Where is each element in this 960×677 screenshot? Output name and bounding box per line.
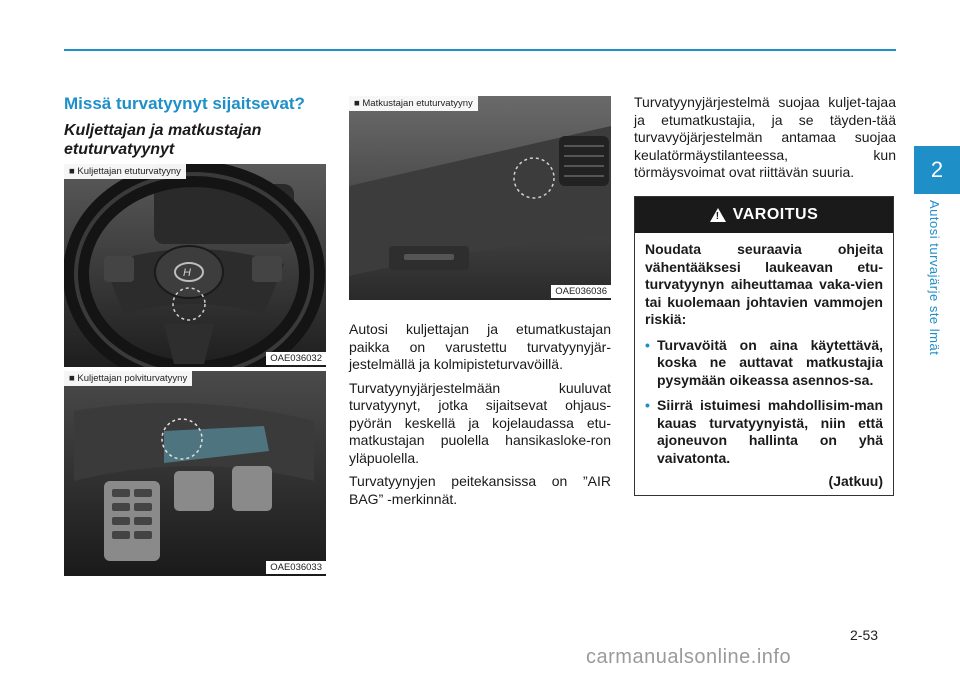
paragraph: Turvatyynyjärjestelmään kuuluvat turvatyynyt, jotka sijaitsevat ohjaus-pyörän keskellä ja kojelaudassa etu-matkustajan puolella hansikasloke-ron yläpuolella. xyxy=(349,379,611,466)
warning-bullet: • Siirrä istuimesi mahdollisim-man kauas turvatyynyistä, niin että ajoneuvon hallinta on yhä vaivatonta. xyxy=(645,397,883,467)
photo-passenger-airbag xyxy=(349,96,611,300)
svg-text:H: H xyxy=(183,267,191,279)
watermark: carmanualsonline.info xyxy=(586,646,792,668)
photo-code: OAE036032 xyxy=(266,352,326,365)
warning-triangle-icon: ! xyxy=(710,208,726,222)
warning-header xyxy=(635,197,893,233)
body-text-column-2 xyxy=(349,321,611,514)
top-rule xyxy=(64,49,896,51)
photo-caption: ■ Matkustajan etuturvatyyny xyxy=(349,96,478,111)
photo-knee-airbag xyxy=(64,371,326,576)
knee-airbag-illustration xyxy=(64,371,326,576)
photo-caption: ■ Kuljettajan etuturvatyyny xyxy=(64,164,186,179)
warning-intro: Noudata seuraavia ohjeita vähentääksesi laukeavan etu-turvatyynyn aiheuttamaa vaka-vien tai kuolemaan johtavien vammojen riskiä: xyxy=(645,241,883,327)
photo-caption: ■ Kuljettajan polviturvatyyny xyxy=(64,371,192,386)
warning-list xyxy=(645,337,883,468)
steering-wheel-illustration xyxy=(64,164,326,367)
subheading: Kuljettajan ja matkustajan etuturvatyynyt xyxy=(64,122,262,158)
continued-label: (Jatkuu) xyxy=(828,473,883,489)
page-number: 2-53 xyxy=(850,627,879,643)
section-heading: Missä turvatyynyt sijaitsevat? xyxy=(64,94,305,113)
photo-code: OAE036036 xyxy=(551,285,611,298)
photo-driver-airbag xyxy=(64,164,326,367)
warning-title: VAROITUS xyxy=(732,206,819,223)
chapter-title: Autosi turvajärje ste lmät xyxy=(927,200,942,356)
paragraph: Turvatyynyjen peitekansissa on ”AIR BAG” -merkinnät. xyxy=(349,473,611,507)
warning-body xyxy=(635,233,893,491)
warning-bullet: • Turvavöitä on aina käytettävä, koska ne auttavat matkustajia pysymään oikeassa asennos-sa. xyxy=(645,337,883,390)
chapter-number-tab[interactable]: 2 xyxy=(914,146,960,194)
paragraph: Autosi kuljettajan ja etumatkustajan paikka on varustettu turvatyynyjär-jestelmällä ja kolmipisteturvavöillä. xyxy=(349,321,611,372)
warning-box xyxy=(634,196,894,496)
body-text-column-3: Turvatyynyjärjestelmä suojaa kuljet-tajaa ja etumatkustajia, ja se täyden-tää turvavyöjärjestelmän antamaa suojaa keulatörmäystilanteessa, kun törmäysvoimat ovat riittävän suuria. xyxy=(634,94,896,180)
photo-code: OAE036033 xyxy=(266,561,326,574)
passenger-airbag-illustration xyxy=(349,96,611,300)
